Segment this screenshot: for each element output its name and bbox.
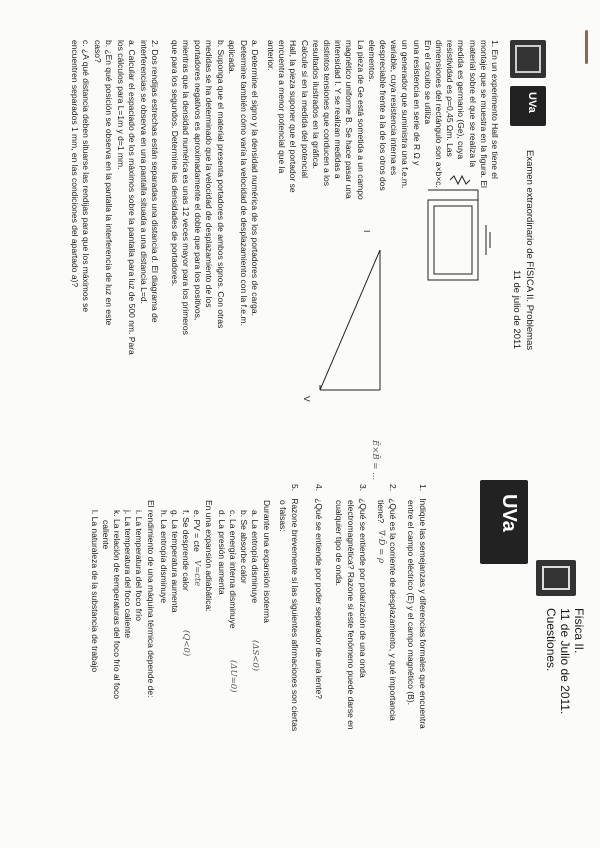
question-3: 3. ¿Qué se entiende por polarización de una onda — [358, 484, 368, 678]
problem-1-part-line: a. Determine el signo y la densidad numérica de los portadores de carga. — [250, 40, 260, 316]
question-1: 1. Indique las semejanzas y diferencias formales que encuentra — [418, 484, 428, 729]
problem-2-line: interferencias se observa en una pantalla situada a una distancia L=d. — [138, 40, 149, 304]
uva-logo-right-text: UVa — [498, 494, 520, 532]
course-title — [571, 608, 586, 653]
problem-1-line: variable, cuya resistencia interna es — [389, 40, 400, 176]
uva-logo-right — [480, 480, 528, 564]
problem-1-line: despreciable frente a la de los otros dos — [378, 40, 388, 191]
problem-1-line: En el circuito se utiliza — [422, 40, 433, 125]
problem-1-line: elementos. — [366, 40, 377, 82]
problem-1-part-line: medidas se ha determinado que la velocidad de desplazamiento de los — [204, 40, 214, 308]
handwritten-note-4: (Q<0) — [181, 630, 191, 657]
problem-2-line: c. ¿A qué distancia deben situarse las rendijas para que los máximos se — [81, 40, 91, 313]
iso-heading: Durante una expansión isoterma — [262, 500, 272, 623]
uva-logo-left — [510, 40, 546, 78]
question-3-cont: electromagnética? Razone si este fenómeno puede darse en — [346, 500, 356, 730]
problem-1-line: dimensiones del rectángulo son a×b×c. — [434, 40, 444, 188]
problem-1-part-line: Determine también cómo varía la velocidad de desplazamiento con la f.e.m. — [238, 40, 249, 326]
adi-item-e: e. PV = cte — [192, 510, 202, 552]
problem-2-line: 2. Dos rendijas estrechas están separadas una distancia d. El diagrama de — [150, 40, 160, 323]
problem-1-line: intensidad I. Y se realizan medidas a — [333, 40, 344, 179]
problem-2-line: encuentren separados 1 mm, en las condiciones del apartado a)? — [69, 40, 80, 288]
adi-item-f: f. Se desprende calor — [181, 510, 191, 591]
problem-1-line: medida es germanio (Ge), cuya — [456, 40, 467, 160]
problem-1-part-line: aplicada. — [227, 40, 237, 75]
problems-title: Examen extraordinario de FÍSICA II. Problemas — [524, 150, 535, 351]
eff-item-i: i. La temperatura del foco frío — [134, 510, 144, 622]
handwritten-note-6: V=cte — [192, 560, 202, 587]
problem-1-line: material sobre el que se realiza la — [467, 40, 478, 168]
problem-1-line: un generador que suministra una f.e.m. — [400, 40, 411, 189]
problem-2-line: caso? — [92, 40, 103, 63]
problem-1-line: distintos tensiones que conducen a los — [322, 40, 332, 187]
problem-1-line: La pieza de Ge está sometida a un campo — [355, 40, 366, 200]
handwritten-note-5: Ē×B̄ = ... — [370, 440, 380, 481]
problem-1-line: magnético uniforme B. Se hace pasar una — [344, 40, 355, 199]
question-2: 2. ¿Qué es la corriente de desplazamiento, y qué importancia — [388, 484, 398, 721]
problem-1-line: encuentra a menor potencial que la — [277, 40, 288, 174]
iso-item-d: d. La presión aumenta — [217, 510, 227, 595]
problem-2-line: a. Calcular el espaciado de los máximos sobre la pantalla para luz de 500 nm. Para — [127, 40, 137, 355]
problem-2-line: los cálculos para L=1m y d=1 mm. — [115, 40, 126, 170]
handwritten-note-1: ∇·D̄ = ρ — [376, 530, 386, 563]
problem-2-line: b. ¿En qué posición se observa en la pantalla la interferencia de luz en este — [104, 40, 114, 326]
problem-1-part-line: mientras que la densidad numérica es unas 12 veces mayor para los primeros — [181, 40, 191, 335]
problem-1-part-line: b. Suponga que el material presenta portadores de ambos signos. Con otras — [215, 40, 226, 329]
problem-1-line: resultados ilustrados en la gráfica. — [310, 40, 321, 169]
question-4: 4. ¿Qué se entiende por poder separador de una lente? — [314, 484, 324, 700]
hall-circuit-diagram — [420, 170, 500, 300]
iso-item-b: b. Se absorbe calor — [239, 510, 249, 584]
problem-1-part-line: que para los segundos. Determine las densidades de portadores. — [169, 40, 180, 287]
problem-1-line: 1. En un experimento Hall se tiene el — [490, 40, 500, 179]
graph-label-i: I — [362, 230, 372, 233]
hall-graph — [310, 240, 390, 400]
question-5-cont: o falsas: — [278, 500, 288, 532]
problem-1-line: resistividad es ρ=0,45 Ωm. Las — [445, 40, 456, 157]
eff-heading: El rendimiento de una máquina térmica depende de: — [146, 500, 156, 698]
problems-date: 11 de julio de 2011 — [511, 270, 522, 349]
eff-item-k-cont: caliente — [101, 520, 111, 550]
problem-1-line: montaje que se muestra en la figura. El — [478, 40, 489, 188]
adi-heading: En una expansión adiabática: — [204, 500, 214, 612]
adi-item-h: h. La entropía disminuye — [159, 510, 169, 604]
eff-item-j: j. La temperatura del foco caliente — [123, 510, 133, 639]
question-5: 5. Razone brevemente si las siguientes afirmaciones son ciertas — [290, 484, 300, 732]
problem-1-line: anterior. — [266, 40, 276, 71]
problem-1-line: Calcule si en la medida del potencial — [299, 40, 310, 178]
adi-item-g: g. La temperatura aumenta — [170, 510, 180, 613]
problem-1-line: una resistencia en serie de R Ω y — [411, 40, 422, 166]
question-2-cont: tiene? — [376, 500, 386, 524]
problem-1-line: Hall, la pieza suponer que el portador se — [288, 40, 299, 193]
question-3-cont2: cualquier tipo de onda. — [334, 500, 344, 587]
crest-right — [536, 560, 576, 596]
exam-date: 11 de Julio de 2011. — [558, 608, 572, 715]
iso-item-a: a. La entropía disminuye — [250, 510, 260, 604]
iso-item-c: c. La energía interna disminuye — [228, 510, 238, 629]
eff-item-k: k. La relación de temperaturas del foco frío al foco — [112, 510, 122, 699]
handwritten-note-2: (ΔS<0) — [250, 640, 260, 672]
problem-1-part-line: portadores negativos es aproximadamente el doble que para los positivos, — [192, 40, 203, 321]
course-name: Física II. — [572, 608, 586, 654]
uva-logo-left-tag: UVa — [510, 86, 546, 126]
staple-mark — [585, 30, 588, 64]
question-1-cont: entre el campo eléctrico (E) y el campo magnético (B). — [406, 500, 416, 706]
handwritten-note-3: (ΔU=0) — [228, 660, 238, 693]
eff-item-l: l. La naturaleza de la substancia de trabajo — [90, 510, 100, 673]
graph-label-v: V — [302, 396, 312, 402]
section-title: Cuestiones. — [544, 608, 558, 672]
